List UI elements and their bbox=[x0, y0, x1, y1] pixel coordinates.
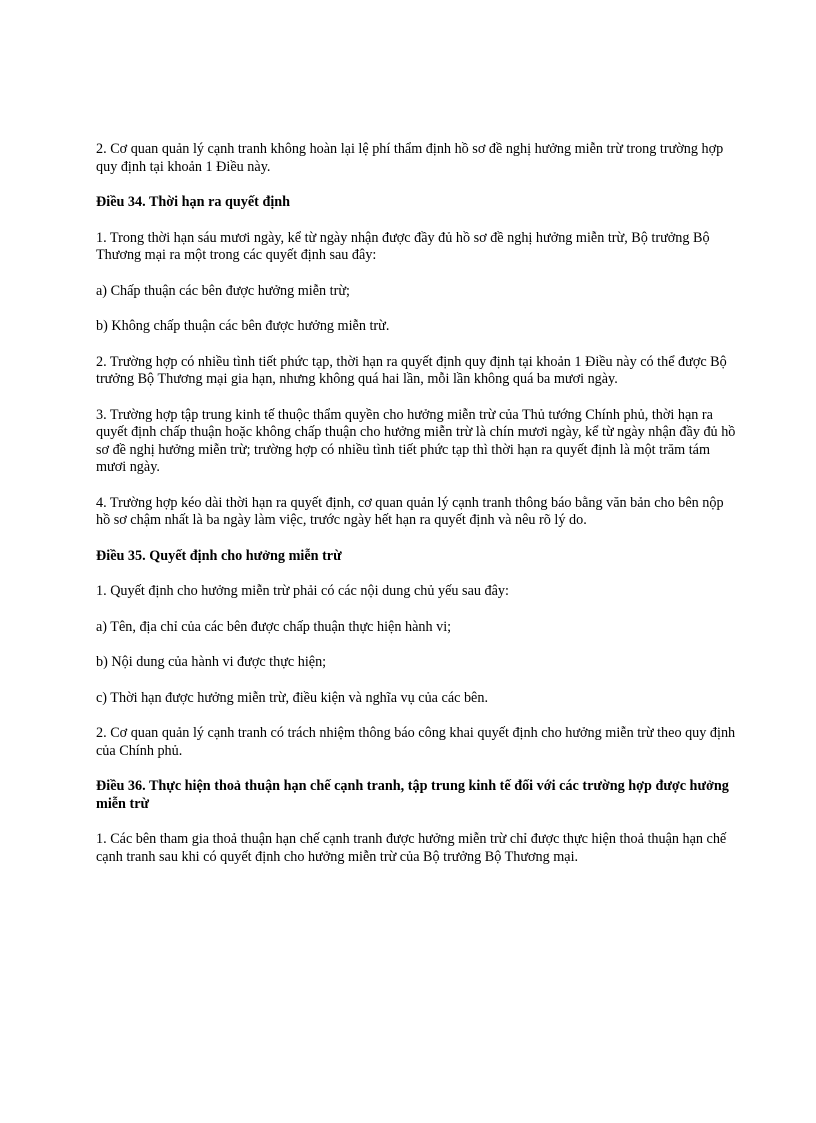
list-item: a) Chấp thuận các bên được hưởng miễn trừ; bbox=[96, 282, 350, 299]
paragraph: 2. Trường hợp có nhiều tình tiết phức tạp, thời hạn ra quyết định quy định tại khoản 1 Điều này có thể được Bộ trưởng Bộ Thương mại gia hạn, nhưng không quá hai lần, mỗi lần không quá ba mươi ngày. bbox=[96, 353, 727, 387]
list-item: a) Tên, địa chỉ của các bên được chấp thuận thực hiện hành vi; bbox=[96, 618, 452, 635]
paragraph: 1. Quyết định cho hưởng miễn trừ phải có các nội dung chủ yếu sau đây: bbox=[96, 583, 509, 599]
article-34-heading: Điều 34. Thời hạn ra quyết định bbox=[96, 194, 291, 210]
list-item: b) Nội dung của hành vi được thực hiện; bbox=[96, 654, 327, 670]
paragraph: 4. Trường hợp kéo dài thời hạn ra quyết định, cơ quan quản lý cạnh tranh thông báo bằng văn bản cho bên nộp hồ sơ chậm nhất là ba ngày làm việc, trước ngày hết hạn ra quyết định và nêu rõ lý do. bbox=[96, 494, 724, 528]
paragraph: 1. Các bên tham gia thoả thuận hạn chế cạnh tranh được hưởng miễn trừ chỉ được thực hiện thoả thuận hạn chế cạnh tranh sau khi có quyết định cho hưởng miễn trừ của Bộ trưởng Bộ Thương mại. bbox=[96, 831, 727, 865]
paragraph: 2. Cơ quan quản lý cạnh tranh không hoàn lại lệ phí thẩm định hồ sơ đề nghị hưởng miễn trừ trong trường hợp quy định tại khoản 1 Điều này. bbox=[96, 141, 724, 175]
article-36-heading: Điều 36. Thực hiện thoả thuận hạn chế cạnh tranh, tập trung kinh tế đối với các trường hợp được hưởng miễn trừ bbox=[96, 778, 729, 812]
paragraph: 1. Trong thời hạn sáu mươi ngày, kể từ ngày nhận được đầy đủ hồ sơ đề nghị hưởng miễn trừ, Bộ trưởng Bộ Thương mại ra một trong các quyết định sau đây: bbox=[96, 229, 710, 263]
paragraph: 2. Cơ quan quản lý cạnh tranh có trách nhiệm thông báo công khai quyết định cho hưởng miễn trừ theo quy định của Chính phủ. bbox=[96, 725, 736, 759]
paragraph: 3. Trường hợp tập trung kinh tế thuộc thẩm quyền cho hưởng miễn trừ của Thủ tướng Chính phủ, thời hạn ra quyết định chấp thuận hoặc không chấp thuận cho hưởng miễn trừ là chín mươi ngày, kể từ ngày nhận đầy đủ hồ sơ đề nghị hưởng miễn trừ; trường hợp có nhiều tình tiết phức tạp thì thời hạn ra quyết định là một trăm tám mươi ngày. bbox=[96, 406, 736, 475]
document-page bbox=[96, 141, 736, 884]
article-35-heading: Điều 35. Quyết định cho hưởng miễn trừ bbox=[96, 547, 342, 564]
list-item: b) Không chấp thuận các bên được hưởng miễn trừ. bbox=[96, 318, 390, 334]
list-item: c) Thời hạn được hưởng miễn trừ, điều kiện và nghĩa vụ của các bên. bbox=[96, 689, 488, 706]
